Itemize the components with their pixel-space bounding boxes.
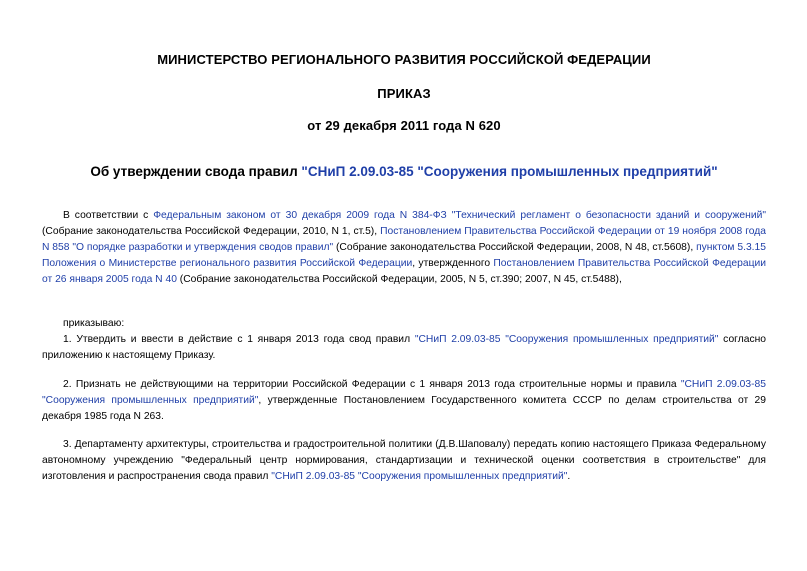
item3-snip-link[interactable]: "СНиП 2.09.03-85 "Сооружения промышленных предприятий": [271, 471, 568, 482]
order-item-1: [42, 332, 766, 364]
item2-snip-link[interactable]: "СНиП 2.09.03-85 "Сооружения промышленных предприятий": [42, 379, 767, 406]
preamble-paragraph: [42, 208, 766, 288]
item1-text-1: 1. Утвердить и ввести в действие с 1 января 2013 года свод правил: [63, 334, 415, 345]
item1-snip-link[interactable]: "СНиП 2.09.03-85 "Сооружения промышленных предприятий": [414, 334, 719, 345]
government-resolution-40-link[interactable]: Постановлением Правительства Российской Федерации от 26 января 2005 года N 40: [42, 258, 766, 285]
item3-text-1: 3. Департаменту архитектуры, строительства и градостроительной политики (Д.В.Шаповалу) передать копию настоящего Приказа Федеральному автономному учреждению "Федеральный центр нормирования, стандартизации и технической оценки соответствия в строительстве" для изготовления и распространения свода правил: [42, 439, 766, 482]
preamble-text-4: , утвержденного: [412, 258, 494, 269]
preamble-text-2: (Собрание законодательства Российской Федерации, 2010, N 1, ст.5),: [42, 226, 381, 237]
document-type: ПРИКАЗ: [377, 86, 431, 101]
item2-text-2: , утвержденные Постановлением Государственного комитета СССР по делам строительства от 29 декабря 1985 года N 263.: [42, 395, 766, 422]
document-subject: [42, 164, 766, 179]
subject-prefix: Об утверждении свода правил: [90, 164, 302, 179]
item1-text-2: согласно приложению к настоящему Приказу.: [42, 334, 767, 361]
order-item-2: [42, 377, 766, 425]
order-item-3: [42, 437, 766, 485]
regulation-clause-5-3-15-link[interactable]: пунктом 5.3.15 Положения о Министерстве регионального развития Российской Федерации: [42, 242, 766, 269]
item3-text-2: .: [567, 471, 571, 482]
subject-snip-link[interactable]: "СНиП 2.09.03-85 "Сооружения промышленных предприятий": [301, 164, 718, 179]
preamble-text-1: В соответствии с: [63, 210, 154, 221]
document-date: от 29 декабря 2011 года N 620: [307, 118, 501, 133]
ministry-heading: МИНИСТЕРСТВО РЕГИОНАЛЬНОГО РАЗВИТИЯ РОССИЙСКОЙ ФЕДЕРАЦИИ: [157, 52, 651, 67]
government-resolution-858-link[interactable]: Постановлением Правительства Российской Федерации от 19 ноября 2008 года N 858 "О порядке разработки и утверждения сводов правил": [42, 226, 766, 253]
preamble-text-5: (Собрание законодательства Российской Федерации, 2005, N 5, ст.390; 2007, N 45, ст.5488),: [176, 274, 622, 285]
federal-law-384-link[interactable]: Федеральным законом от 30 декабря 2009 года N 384-ФЗ "Технический регламент о безопасности зданий и сооружений": [153, 210, 767, 221]
item2-text-1: 2. Признать не действующими на территории Российской Федерации с 1 января 2013 года строительные нормы и правила: [63, 379, 681, 390]
order-word: приказываю:: [63, 318, 125, 329]
preamble-text-3: (Собрание законодательства Российской Федерации, 2008, N 48, ст.5608),: [333, 242, 697, 253]
